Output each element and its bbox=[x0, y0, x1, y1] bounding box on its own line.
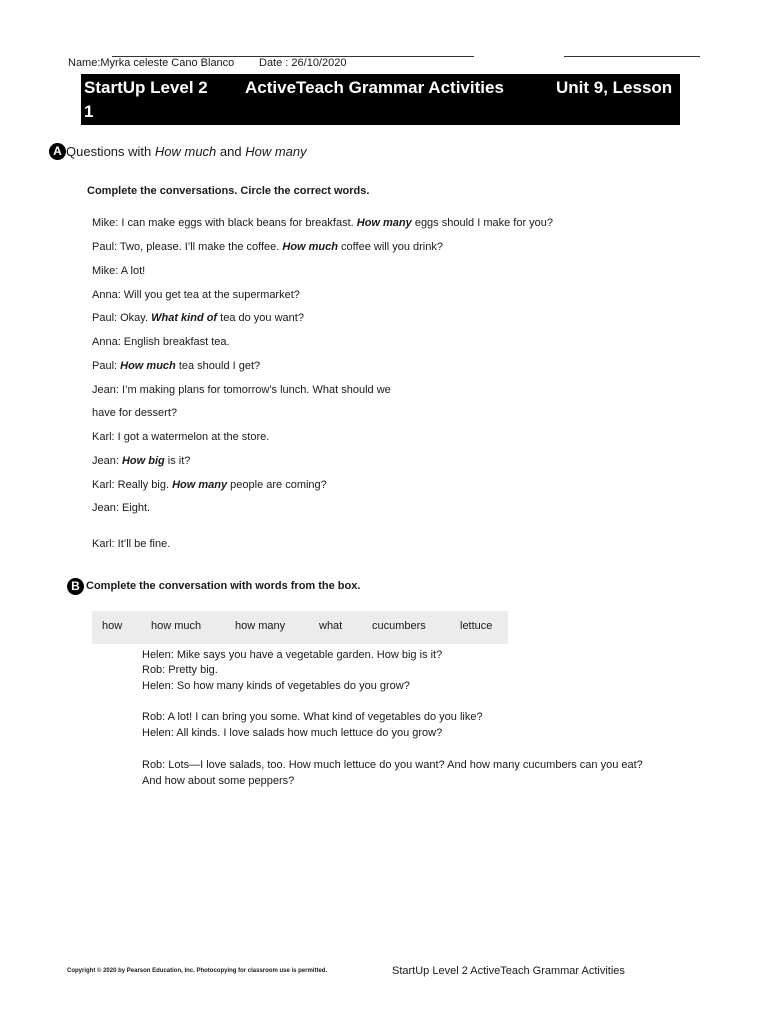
conversation-line: Rob: A lot! I can bring you some. What kind of vegetables do you like? bbox=[142, 711, 483, 723]
section-a-heading bbox=[66, 144, 307, 159]
heading-text: and bbox=[216, 144, 246, 159]
conversation-line bbox=[92, 241, 443, 253]
title-bar bbox=[81, 74, 680, 125]
title-unit: Unit 9, Lesson bbox=[556, 78, 673, 97]
title-level: StartUp Level 2 bbox=[84, 78, 208, 97]
conversation-line: Rob: Pretty big. bbox=[142, 664, 218, 676]
line-text: tea do you want? bbox=[217, 312, 304, 324]
conversation-line bbox=[92, 360, 260, 372]
conversation-line: Rob: Lots—I love salads, too. How much lettuce do you want? And how many cucumbers can you eat? bbox=[142, 759, 643, 771]
conversation-line bbox=[92, 455, 190, 467]
answer-word: How many bbox=[172, 479, 228, 491]
heading-emphasis: How many bbox=[245, 144, 307, 159]
line-text: Mike: I can make eggs with black beans for breakfast. bbox=[92, 217, 357, 229]
line-text: Paul: bbox=[92, 360, 121, 372]
conversation-line bbox=[92, 431, 269, 443]
date-text: Date : 26/10/2020 bbox=[259, 57, 347, 69]
line-text: Paul: Okay. bbox=[92, 312, 152, 324]
conversation-line bbox=[92, 289, 300, 301]
word-box-item: cucumbers bbox=[372, 620, 426, 632]
line-text: Paul: Two, please. I’ll make the coffee. bbox=[92, 241, 283, 253]
heading-text: Questions with bbox=[66, 144, 155, 159]
underline-rule bbox=[564, 56, 700, 57]
answer-word: How much bbox=[282, 241, 338, 253]
line-text: Karl: It’ll be fine. bbox=[92, 538, 171, 550]
conversation-line bbox=[92, 312, 304, 324]
line-text: coffee will you drink? bbox=[338, 241, 443, 253]
word-box-item: how much bbox=[151, 620, 202, 632]
conversation-line bbox=[92, 479, 327, 491]
line-text: people are coming? bbox=[227, 479, 327, 491]
title-activities: ActiveTeach Grammar Activities bbox=[245, 78, 504, 97]
section-b-marker-icon: B bbox=[67, 578, 84, 595]
line-text: have for dessert? bbox=[92, 407, 177, 419]
answer-word: How much bbox=[120, 360, 176, 372]
conversation-line bbox=[92, 265, 145, 277]
word-box-item: what bbox=[319, 620, 343, 632]
student-name: Name:Myrka celeste Cano Blanco bbox=[68, 57, 235, 69]
conversation-line bbox=[92, 217, 553, 229]
answer-word: What kind of bbox=[151, 312, 218, 324]
word-box-item: how many bbox=[235, 620, 286, 632]
conversation-line bbox=[92, 538, 170, 550]
conversation-line bbox=[92, 502, 150, 514]
line-text: Mike: A lot! bbox=[92, 265, 146, 277]
footer-title: StartUp Level 2 ActiveTeach Grammar Activities bbox=[392, 965, 625, 977]
word-box-item: how bbox=[102, 620, 123, 632]
line-text: Jean: Eight. bbox=[92, 502, 151, 514]
line-text: Jean: bbox=[92, 455, 122, 467]
conversation-line bbox=[92, 336, 230, 348]
line-text: Anna: English breakfast tea. bbox=[92, 336, 230, 348]
conversation-line: And how about some peppers? bbox=[142, 775, 295, 787]
line-text: tea should I get? bbox=[175, 360, 261, 372]
word-box-item: lettuce bbox=[460, 620, 493, 632]
title-lesson-number: 1 bbox=[84, 102, 94, 121]
line-text: Jean: I’m making plans for tomorrow’s lunch. What should we bbox=[92, 384, 391, 396]
line-text: Anna: Will you get tea at the supermarket? bbox=[92, 289, 300, 301]
conversation-line bbox=[92, 407, 177, 419]
line-text: Karl: I got a watermelon at the store. bbox=[92, 431, 270, 443]
line-text: Karl: Really big. bbox=[92, 479, 173, 491]
section-a-instruction: Complete the conversations. Circle the correct words. bbox=[87, 185, 370, 197]
conversation-line: Helen: Mike says you have a vegetable garden. How big is it? bbox=[142, 649, 443, 661]
word-box bbox=[92, 611, 508, 644]
conversation-line: Helen: So how many kinds of vegetables do you grow? bbox=[142, 680, 410, 692]
answer-word: How big bbox=[121, 455, 165, 467]
section-b-instruction: Complete the conversation with words from the box. bbox=[86, 580, 361, 592]
conversation-line: Helen: All kinds. I love salads how much lettuce do you grow? bbox=[142, 727, 443, 739]
section-a-marker-icon: A bbox=[49, 143, 66, 160]
line-text: eggs should I make for you? bbox=[411, 217, 554, 229]
answer-word: How many bbox=[356, 217, 412, 229]
heading-emphasis: How much bbox=[154, 144, 217, 159]
conversation-line bbox=[92, 384, 391, 396]
footer-copyright: Copyright © 2020 by Pearson Education, Inc. Photocopying for classroom use is permitted. bbox=[67, 968, 328, 974]
line-text: is it? bbox=[164, 455, 191, 467]
